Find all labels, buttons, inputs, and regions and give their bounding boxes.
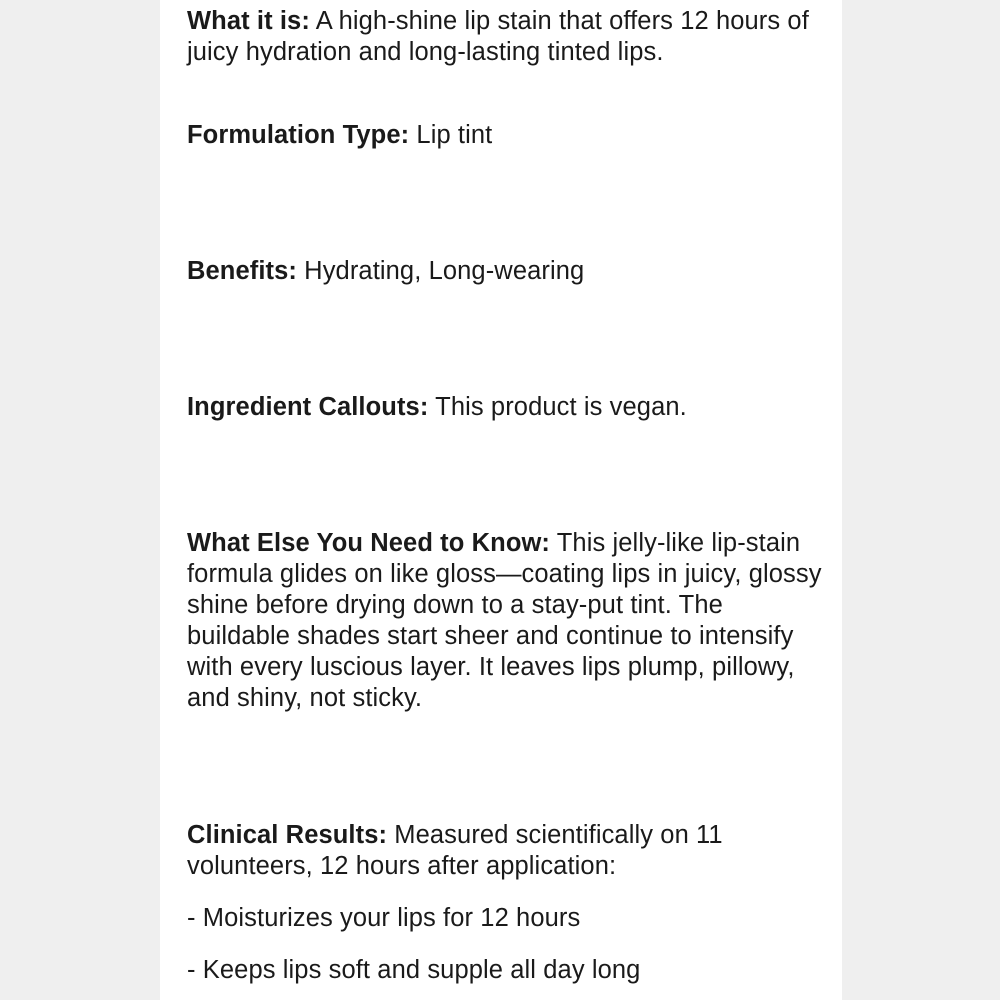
what-else-section <box>187 528 827 714</box>
formulation-type-label: Formulation Type: <box>187 121 410 149</box>
what-it-is-section <box>187 6 827 68</box>
clinical-results-section <box>187 820 827 882</box>
formulation-type-section <box>187 120 827 151</box>
product-description-panel <box>160 0 842 1000</box>
ingredient-callouts-section <box>187 392 827 423</box>
what-it-is-label: What it is: <box>187 7 310 35</box>
clinical-results-text: Measured scientifically on 11 volunteers, 12 hours after application: <box>187 821 723 880</box>
what-it-is-text: A high-shine lip stain that offers 12 hours of juicy hydration and long-lasting tinted lips. <box>187 7 809 66</box>
what-else-label: What Else You Need to Know: <box>187 529 551 557</box>
benefits-text: Hydrating, Long-wearing <box>297 257 585 285</box>
benefits-section <box>187 256 827 287</box>
benefits-label: Benefits: <box>187 257 297 285</box>
right-margin <box>842 0 1000 1000</box>
what-else-text: This jelly-like lip-stain formula glides on like gloss—coating lips in juicy, glossy shine before drying down to a stay-put tint. The buildable shades start sheer and continue to intensify with every luscious layer. It leaves lips plump, pillowy, and shiny, not sticky. <box>187 529 822 712</box>
result-list-item: - Moisturizes your lips for 12 hours <box>187 904 581 932</box>
formulation-type-text: Lip tint <box>409 121 493 149</box>
left-margin <box>0 0 160 1000</box>
ingredient-callouts-label: Ingredient Callouts: <box>187 393 429 421</box>
result-list-item: - Keeps lips soft and supple all day long <box>187 956 641 984</box>
ingredient-callouts-text: This product is vegan. <box>428 393 687 421</box>
clinical-results-label: Clinical Results: <box>187 821 388 849</box>
